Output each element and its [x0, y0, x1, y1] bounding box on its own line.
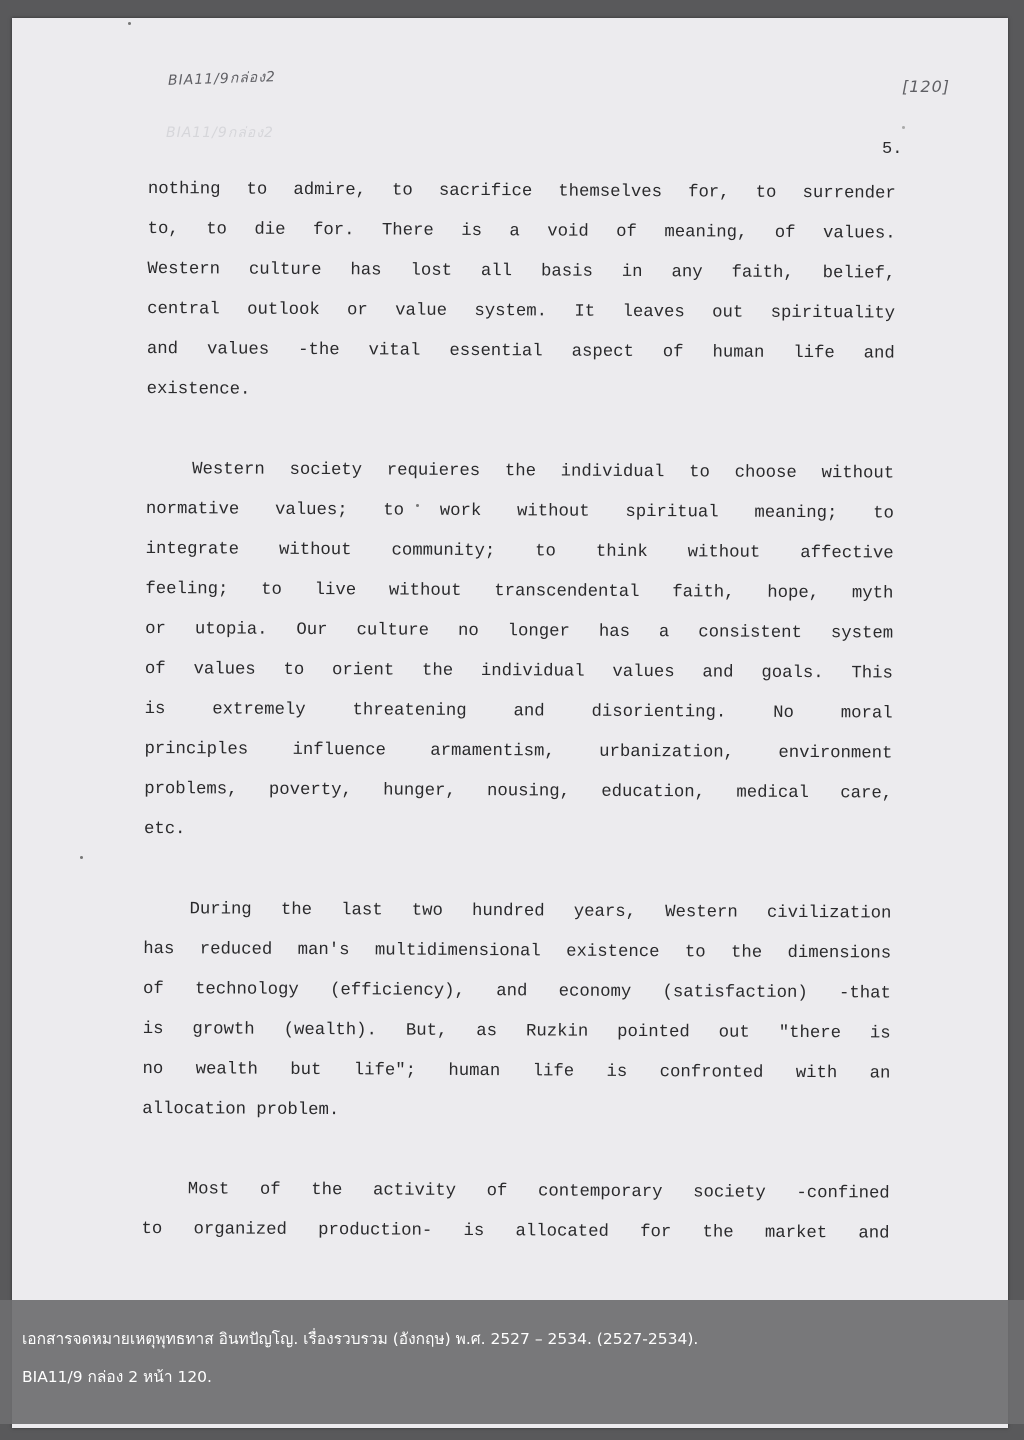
- text-line: is extremely threatening and disorienting. No moral: [144, 699, 893, 724]
- caption-bar: [0, 1300, 1024, 1424]
- text-line: During the last two hundred years, Western civilization: [189, 900, 892, 924]
- text-line: to, to die for. There is a void of meaning, of values.: [147, 219, 896, 244]
- text-line: and values -the vital essential aspect of human life and: [146, 339, 895, 364]
- caption-title: เอกสารจดหมายเหตุพุทธทาส อินทปัญโญ. เรื่องรวบรวม (อังกฤษ) พ.ศ. 2527 – 2534. (2527-2534).: [22, 1330, 699, 1348]
- text-line: of technology (efficiency), and economy (satisfaction) -that: [142, 979, 891, 1004]
- text-line: etc.: [143, 819, 186, 840]
- handwritten-reference: BIA11/9กล่อง2: [167, 69, 277, 89]
- paragraph: [141, 1170, 889, 1255]
- text-line: no wealth but life"; human life is confronted with an: [142, 1059, 891, 1084]
- caption-location: BIA11/9 กล่อง 2 หน้า 120.: [22, 1368, 212, 1386]
- text-line: normative values; to work without spiritual meaning; to: [145, 499, 894, 524]
- paragraph: [144, 450, 894, 855]
- text-line: principles influence armamentism, urbanization, environment: [144, 739, 893, 764]
- page-number: 5.: [882, 140, 903, 159]
- text-line: central outlook or value system. It leaves out spirituality: [147, 299, 896, 324]
- text-line: Western society requieres the individual to choose without: [192, 460, 895, 484]
- text-line: to organized production- is allocated for the market and: [141, 1219, 890, 1244]
- text-line: problems, poverty, hunger, nousing, education, medical care,: [144, 779, 893, 804]
- text-line: has reduced man's multidimensional existence to the dimensions: [143, 939, 892, 964]
- paragraph: [142, 890, 891, 1135]
- text-line: feeling; to live without transcendental faith, hope, myth: [145, 579, 894, 604]
- text-line: existence.: [146, 379, 251, 400]
- body-text: [141, 170, 896, 1295]
- paper-speck: [902, 126, 905, 129]
- text-line: Western culture has lost all basis in any faith, belief,: [147, 259, 896, 284]
- text-line: of values to orient the individual values and goals. This: [144, 659, 893, 684]
- paragraph: [147, 170, 896, 415]
- text-line: or utopia. Our culture no longer has a consistent system: [145, 619, 894, 644]
- paper-speck: [80, 856, 83, 859]
- text-line: nothing to admire, to sacrifice themselves for, to surrender: [147, 179, 896, 204]
- text-line: is growth (wealth). But, as Ruzkin pointed out "there is: [142, 1019, 891, 1044]
- paper-speck: [128, 22, 131, 25]
- text-line: allocation problem.: [142, 1099, 340, 1121]
- page-reference-number: [120]: [902, 77, 951, 96]
- faint-reference: BIA11/9กล่อง2: [166, 125, 274, 141]
- text-line: Most of the activity of contemporary society -confined: [187, 1180, 890, 1204]
- text-line: integrate without community; to think without affective: [145, 539, 894, 564]
